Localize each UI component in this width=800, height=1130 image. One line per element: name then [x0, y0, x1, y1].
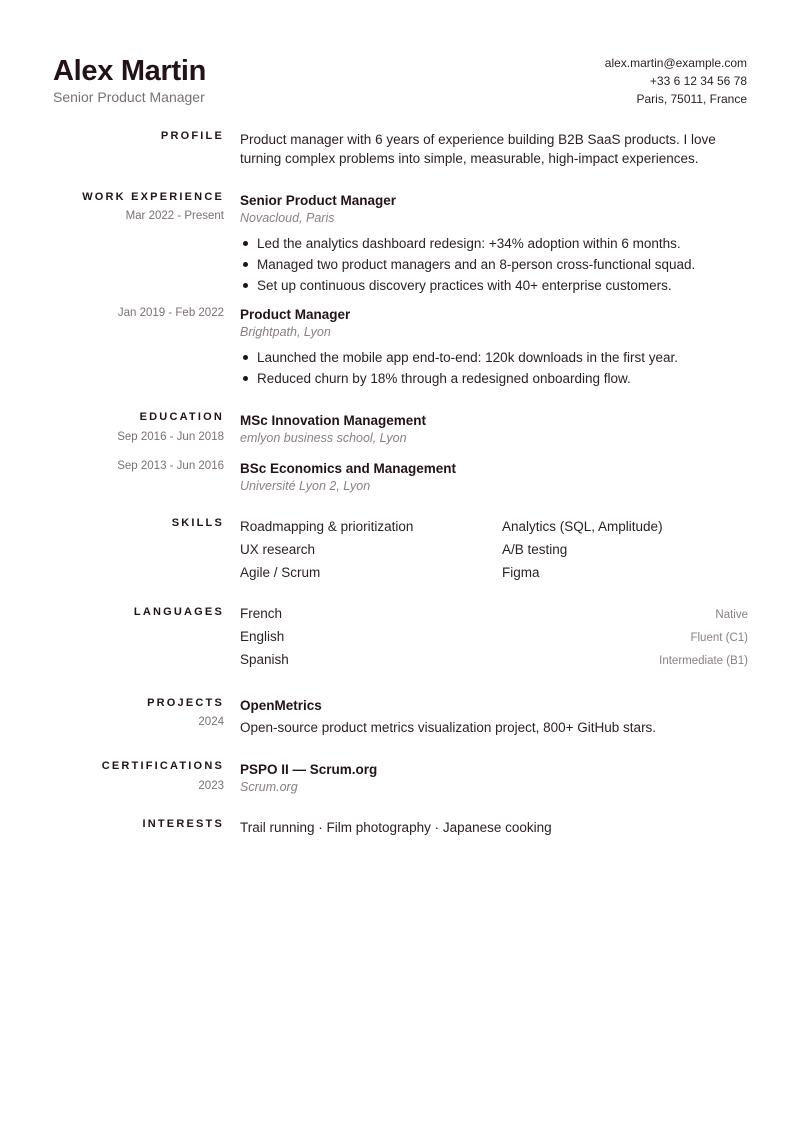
job-dates: Mar 2022 - Present [125, 210, 224, 222]
section-label-profile: PROFILE [160, 130, 224, 142]
job-bullets [240, 233, 748, 296]
skill-item: UX research [240, 542, 316, 557]
education-degree: BSc Economics and Management [240, 461, 457, 476]
education-entry [240, 412, 748, 446]
education-school: Université Lyon 2, Lyon [240, 479, 371, 493]
job-entry [240, 192, 748, 296]
certification-issuer: Scrum.org [240, 780, 298, 794]
section-label-languages: LANGUAGES [133, 606, 224, 618]
section-label-certifications: CERTIFICATIONS [101, 760, 224, 772]
candidate-title: Senior Product Manager [53, 89, 205, 105]
job-role: Senior Product Manager [240, 193, 397, 208]
skill-item: Figma [502, 565, 540, 580]
education-entry [240, 460, 748, 494]
certification-name: PSPO II — Scrum.org [240, 762, 378, 777]
language-level: Native [715, 609, 748, 621]
language-name: English [240, 629, 285, 644]
project-entry [240, 697, 748, 737]
section-label-education: EDUCATION [139, 411, 224, 423]
language-row [240, 606, 748, 629]
language-row [240, 652, 748, 675]
section-label-skills: SKILLS [171, 517, 224, 529]
section-label-interests: INTERESTS [142, 818, 224, 830]
language-level: Intermediate (B1) [659, 655, 748, 667]
job-role: Product Manager [240, 307, 351, 322]
project-year: 2024 [198, 716, 224, 728]
job-bullet: Launched the mobile app end-to-end: 120k downloads in the first year. [240, 347, 748, 368]
profile-text: Product manager with 6 years of experience building B2B SaaS products. I love turning complex problems into simple, measurable, high-impact experiences. [240, 132, 716, 166]
job-dates: Jan 2019 - Feb 2022 [117, 307, 224, 319]
job-bullet: Led the analytics dashboard redesign: +34% adoption within 6 months. [240, 233, 748, 254]
resume-header [53, 54, 747, 114]
language-level: Fluent (C1) [690, 632, 748, 644]
project-description: Open-source product metrics visualization project, 800+ GitHub stars. [240, 720, 657, 735]
skill-item: Analytics (SQL, Amplitude) [502, 519, 663, 534]
skill-item: Roadmapping & prioritization [240, 519, 414, 534]
contact-phone[interactable]: +33 6 12 34 56 78 [649, 74, 747, 88]
skill-item: Agile / Scrum [240, 565, 321, 580]
contact-block [605, 54, 747, 108]
profile-content [240, 130, 748, 168]
education-dates: Sep 2013 - Jun 2016 [117, 460, 224, 472]
certification-entry [240, 761, 748, 795]
project-name: OpenMetrics [240, 698, 322, 713]
section-label-work: WORK EXPERIENCE [82, 191, 224, 203]
section-label-projects: PROJECTS [147, 697, 224, 709]
language-name: Spanish [240, 652, 289, 667]
contact-email[interactable]: alex.martin@example.com [604, 56, 747, 70]
skills-grid [240, 517, 748, 582]
job-org: Novacloud, Paris [240, 211, 335, 225]
job-bullet: Reduced churn by 18% through a redesigned onboarding flow. [240, 368, 748, 389]
skill-item: A/B testing [502, 542, 568, 557]
interests-text: Trail running · Film photography · Japanese cooking [240, 820, 552, 835]
languages-list [240, 606, 748, 675]
job-bullet: Set up continuous discovery practices with 40+ enterprise customers. [240, 275, 748, 296]
language-name: French [240, 606, 283, 621]
education-dates: Sep 2016 - Jun 2018 [117, 431, 224, 443]
job-org: Brightpath, Lyon [240, 325, 331, 339]
candidate-name: Alex Martin [53, 55, 207, 87]
job-bullets [240, 347, 748, 389]
contact-location: Paris, 75011, France [636, 92, 747, 106]
education-degree: MSc Innovation Management [240, 413, 427, 428]
job-bullet: Managed two product managers and an 8-person cross-functional squad. [240, 254, 748, 275]
language-row [240, 629, 748, 652]
interests-content [240, 818, 748, 837]
job-entry [240, 306, 748, 389]
education-school: emlyon business school, Lyon [240, 431, 407, 445]
certification-year: 2023 [198, 780, 224, 792]
